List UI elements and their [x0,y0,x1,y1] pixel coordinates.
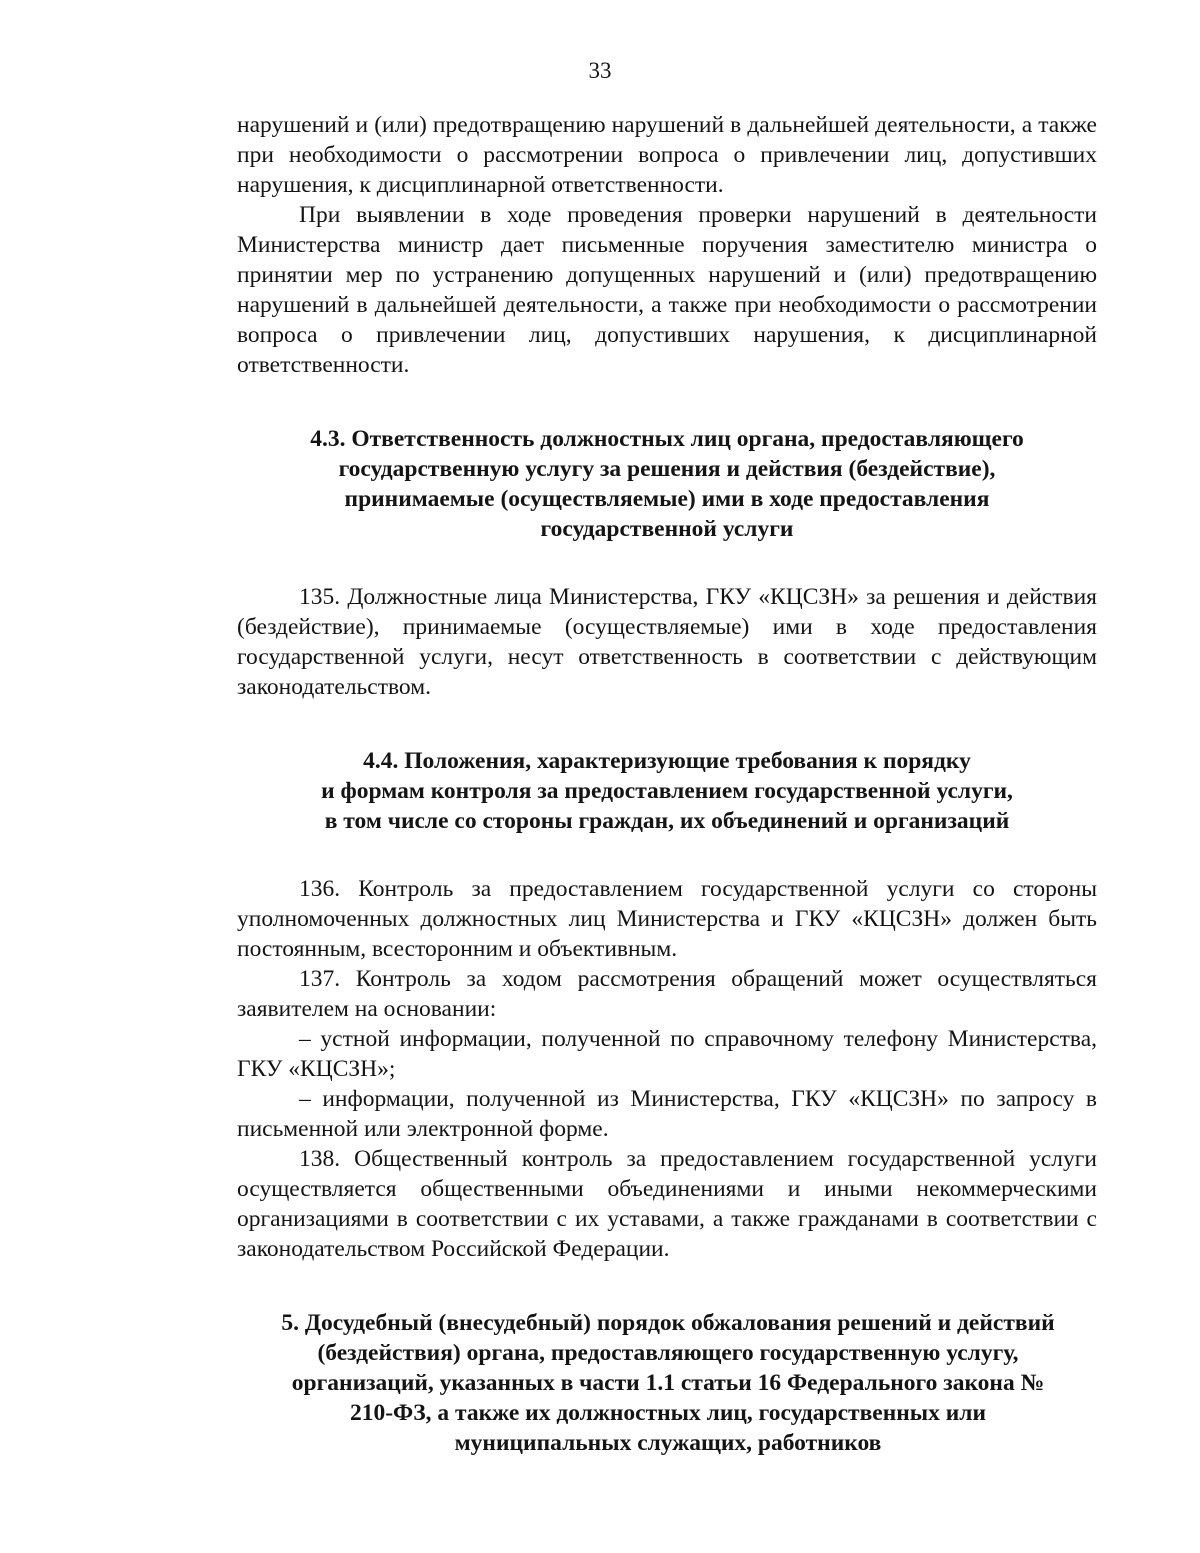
heading-line: в том числе со стороны граждан, их объединений и организаций [324,808,1010,834]
paragraph-137-item-2: – информации, полученной из Министерства, ГКУ «КЦСЗН» по запросу в письменной или электронной форме. [237,1086,1097,1142]
heading-line: и формам контроля за предоставлением государственной услуги, [321,778,1013,804]
paragraph-137-item-1: – устной информации, полученной по справочному телефону Министерства, ГКУ «КЦСЗН»; [237,1026,1097,1082]
heading-line: организаций, указанных в части 1.1 статьи 16 Федерального закона № [291,1370,1045,1396]
heading-line: муниципальных служащих, работников [454,1430,882,1456]
page-number: 33 [588,58,612,83]
heading-line: государственной услуги [540,516,794,542]
heading-line: государственную услугу за решения и действия (бездействие), [338,456,996,482]
heading-line: 4.4. Положения, характеризующие требования к порядку [363,748,971,774]
heading-line: 4.3. Ответственность должностных лиц органа, предоставляющего [310,426,1024,452]
section-heading-4-3 [237,424,1097,544]
section-heading-4-4 [237,746,1097,836]
heading-line: 210-ФЗ, а также их должностных лиц, государственных или [349,1400,987,1426]
paragraph-138: 138. Общественный контроль за предоставлением государственной услуги осуществляется общественными объединениями и иными некоммерческими организациями в соответствии с их уставами, а также гражданами в соответствии с законодательством Российской Федерации. [237,1146,1097,1262]
paragraph-135: 135. Должностные лица Министерства, ГКУ «КЦСЗН» за решения и действия (бездействие), принимаемые (осуществляемые) ими в ходе предоставления государственной услуги, несут ответственность в соответствии с действующим законодательством. [237,584,1097,700]
paragraph-136: 136. Контроль за предоставлением государственной услуги со стороны уполномоченных должностных лиц Министерства и ГКУ «КЦСЗН» должен быть постоянным, всесторонним и объективным. [237,876,1097,962]
heading-line: (бездействия) органа, предоставляющего государственную услугу, [317,1340,1019,1366]
heading-line: принимаемые (осуществляемые) ими в ходе предоставления [344,486,990,512]
document-body [237,110,1097,1458]
paragraph-intro: нарушений и (или) предотвращению нарушений в дальнейшей деятельности, а также при необходимости о рассмотрении вопроса о привлечении лиц, допустивших нарушения, к дисциплинарной ответственности. [237,112,1097,198]
paragraph-137: 137. Контроль за ходом рассмотрения обращений может осуществляться заявителем на основании: [237,966,1097,1022]
paragraph-ministry-check: При выявлении в ходе проведения проверки нарушений в деятельности Министерства министр дает письменные поручения заместителю министра о принятии мер по устранению допущенных нарушений и (или) предотвращению нарушений в дальнейшей деятельности, а также при необходимости о рассмотрении вопроса о привлечении лиц, допустивших нарушения, к дисциплинарной ответственности. [237,202,1097,378]
heading-line: 5. Досудебный (внесудебный) порядок обжалования решений и действий [281,1310,1055,1336]
section-heading-5 [227,1308,1109,1458]
